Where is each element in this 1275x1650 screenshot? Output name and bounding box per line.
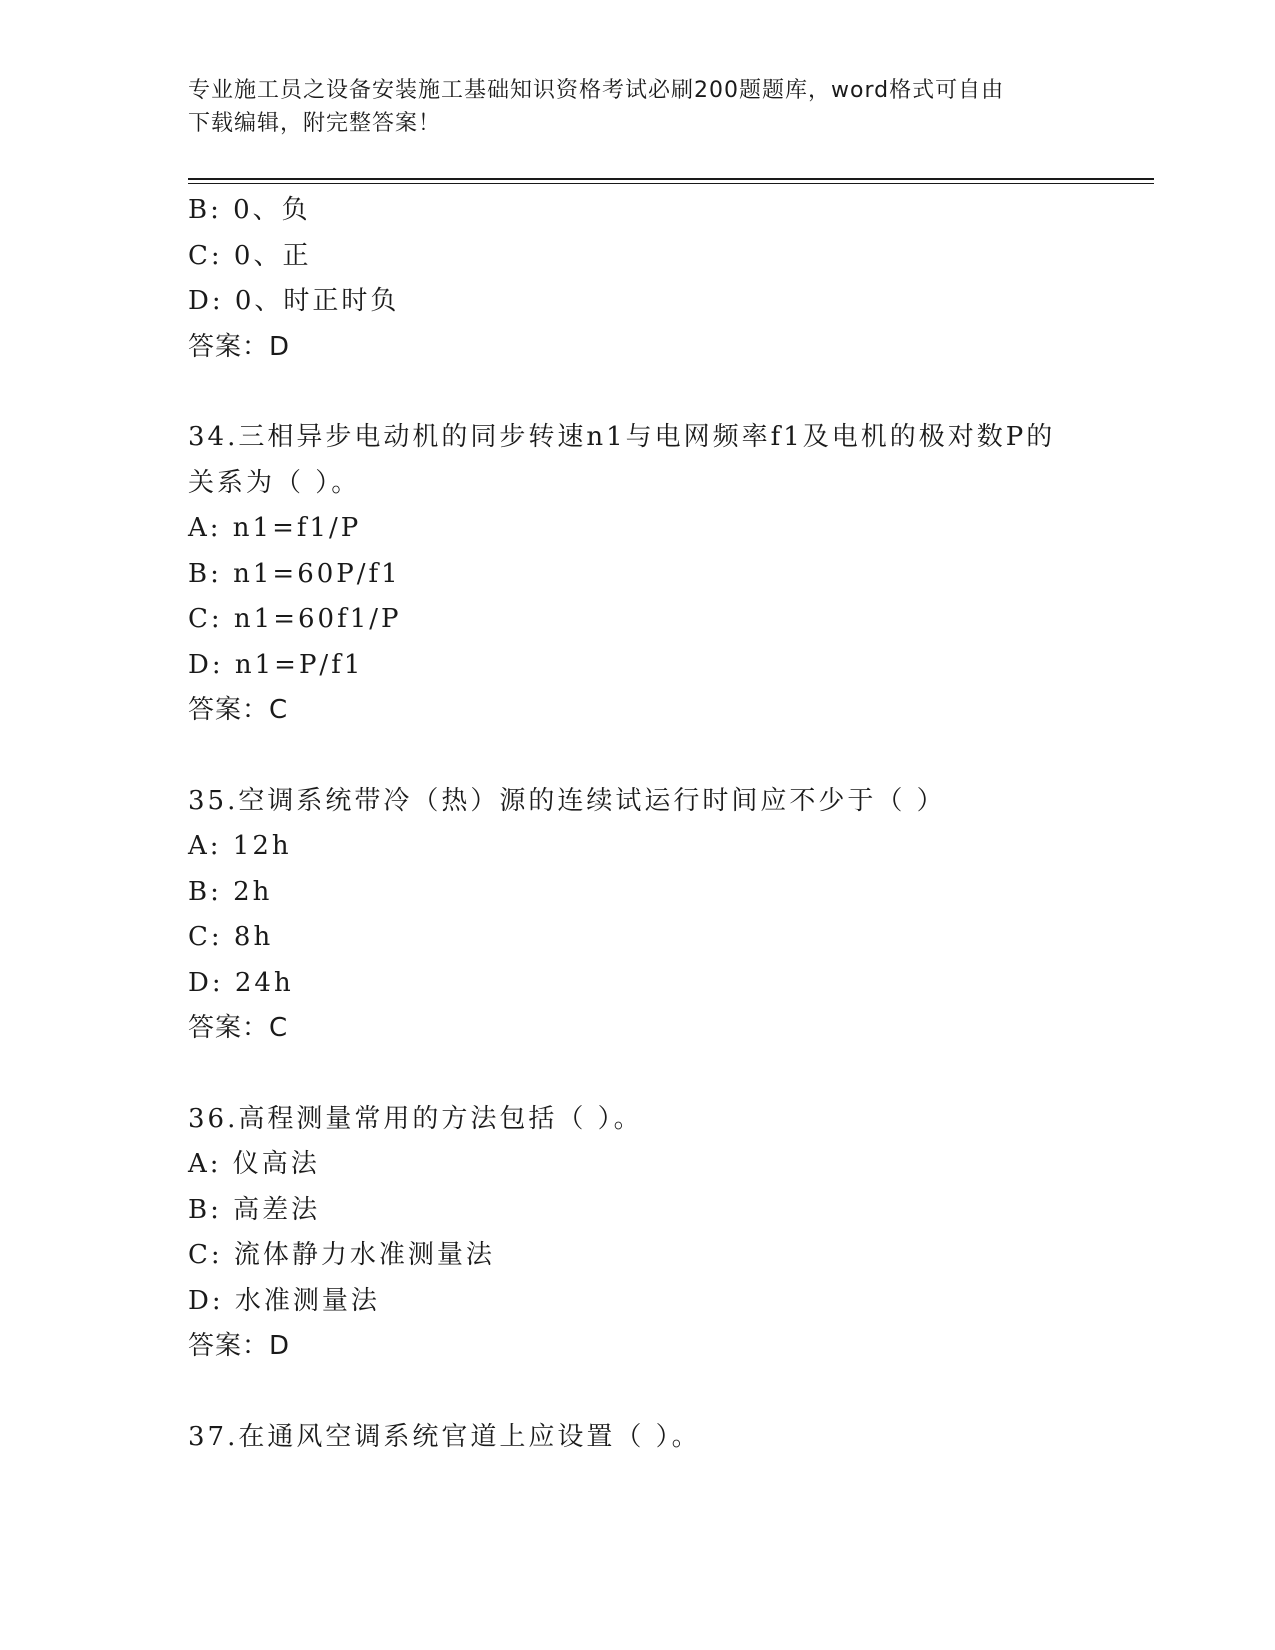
question-stem-continued: 关系为（ ）。 xyxy=(188,467,361,498)
question-spacer xyxy=(188,1052,1088,1097)
question-35 xyxy=(188,779,1088,1052)
question-stem: 36.高程测量常用的方法包括（ ）。 xyxy=(188,1103,643,1134)
question-37 xyxy=(188,1415,1088,1461)
answer-line: 答案：C xyxy=(188,1013,289,1043)
header-line-1: 专业施工员之设备安装施工基础知识资格考试必刷200题题库，word格式可自由 xyxy=(188,78,1005,103)
question-36 xyxy=(188,1097,1088,1370)
option-a: A: n1=f1/P xyxy=(188,513,362,543)
header-divider xyxy=(188,178,1154,180)
option-a: A: 12h xyxy=(188,831,292,861)
option-d: D: n1=P/f1 xyxy=(188,649,364,680)
question-34 xyxy=(188,415,1088,734)
answer-line: 答案：D xyxy=(188,331,291,362)
option-b: B: n1=60P/f1 xyxy=(188,558,401,589)
option-b: B: 高差法 xyxy=(188,1194,321,1225)
question-spacer xyxy=(188,734,1088,779)
option-b: B: 2h xyxy=(188,876,273,907)
question-33-continued xyxy=(188,188,1088,370)
option-c: C: n1=60f1/P xyxy=(188,604,402,634)
header-line-2: 下载编辑，附完整答案！ xyxy=(188,111,442,136)
option-a: A: 仪高法 xyxy=(188,1149,320,1179)
document-header xyxy=(188,74,1088,140)
answer-line: 答案：C xyxy=(188,695,289,725)
option-d: D: 0、时正时负 xyxy=(188,286,400,316)
answer-line: 答案：D xyxy=(188,1331,291,1361)
option-c: C: 8h xyxy=(188,922,274,952)
question-stem: 35.空调系统带冷（热）源的连续试运行时间应不少于（ ） xyxy=(188,785,946,816)
option-d: D: 24h xyxy=(188,967,294,998)
question-list xyxy=(188,188,1088,1460)
header-divider-thin xyxy=(188,183,1154,184)
option-c: C: 流体静力水准测量法 xyxy=(188,1240,495,1270)
option-b: B: 0、负 xyxy=(188,195,311,225)
question-stem: 37.在通风空调系统官道上应设置（ ）。 xyxy=(188,1421,701,1452)
question-stem: 34.三相异步电动机的同步转速n1与电网频率f1及电机的极对数P的 xyxy=(188,422,1056,452)
option-c: C: 0、正 xyxy=(188,240,312,271)
question-spacer xyxy=(188,370,1088,415)
option-d: D: 水准测量法 xyxy=(188,1285,380,1316)
question-spacer xyxy=(188,1370,1088,1415)
